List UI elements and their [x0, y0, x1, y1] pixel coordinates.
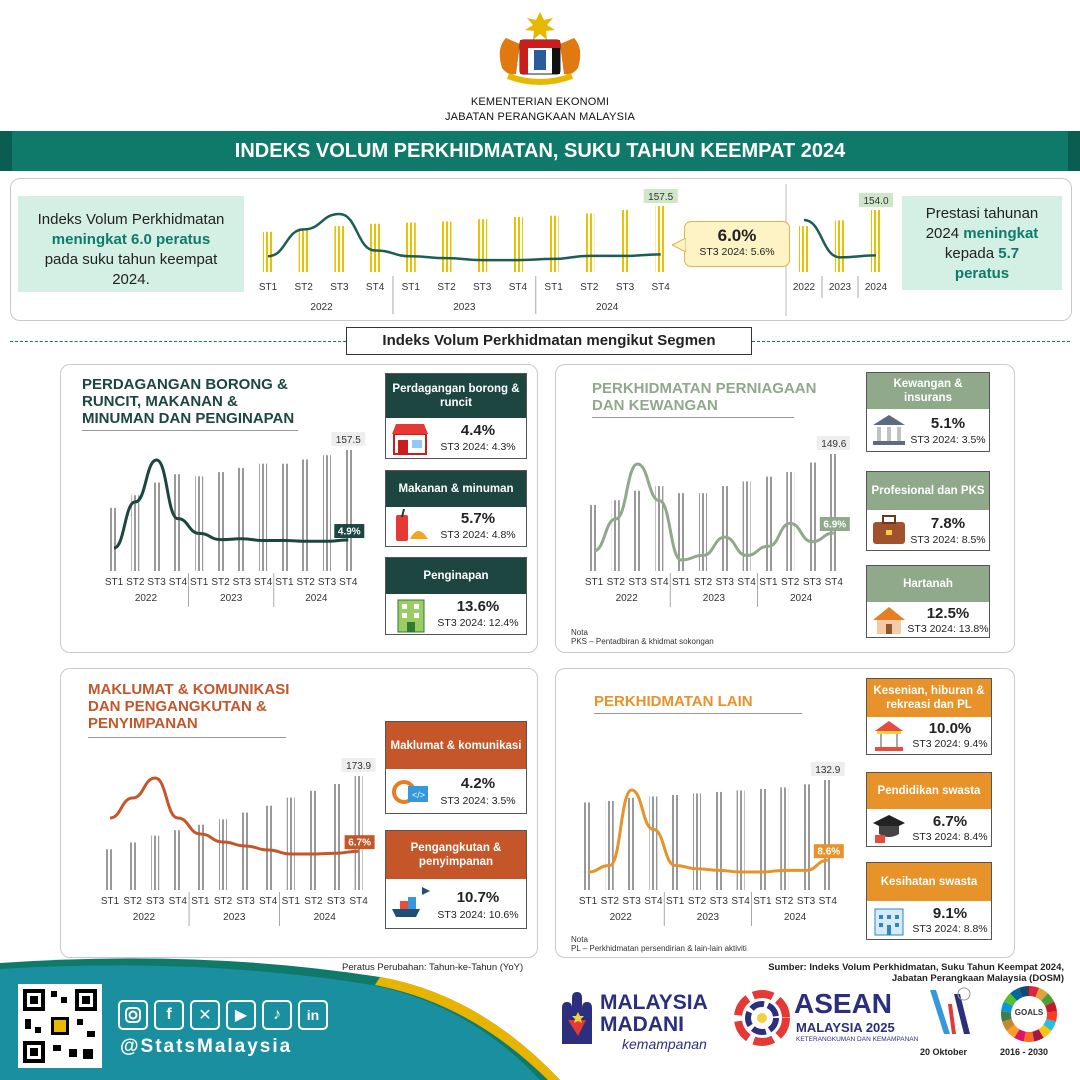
section-title-line: MAKLUMAT & KOMUNIKASI [88, 681, 290, 698]
indicator-prev: ST3 2024: 8.4% [912, 831, 988, 843]
section-title-underline [594, 713, 802, 714]
indicator-name: Perdagangan borong & runcit [386, 374, 526, 418]
indicator-name: Kesihatan swasta [867, 863, 991, 901]
quarter-tick-label: ST4 [737, 577, 756, 588]
instagram-icon[interactable] [118, 1000, 148, 1030]
social-icons [118, 1000, 328, 1030]
summary-right-line1: Prestasi tahunan [925, 205, 1039, 222]
qr-code-icon[interactable] [18, 984, 102, 1068]
year-tick-label: 2024 [305, 593, 328, 604]
index-bar [656, 206, 666, 272]
madani-tagline: kemampanan [622, 1036, 707, 1052]
index-bar [549, 216, 559, 272]
quarter-tick-label: ST1 [544, 282, 563, 293]
annual-year-label: 2023 [828, 282, 852, 293]
quarter-tick-label: ST2 [687, 896, 707, 907]
index-bar [699, 493, 707, 571]
section-title-business [592, 380, 816, 414]
section-title-line: PENYIMPANAN [88, 715, 198, 732]
index-bar [758, 789, 766, 890]
index-bar [323, 455, 331, 571]
quarter-tick-label: ST3 [615, 282, 635, 293]
indicator-food-beverage [385, 470, 527, 547]
indicator-info-communication [385, 721, 527, 814]
year-tick-label: 2024 [783, 912, 807, 923]
indicator-prev: ST3 2024: 13.8% [907, 623, 989, 635]
indicator-real-estate [866, 565, 990, 638]
index-bar [693, 793, 701, 890]
growth-label: 8.6% [817, 846, 841, 858]
quarter-tick-label: ST2 [781, 577, 800, 588]
year-tick-label: 2023 [696, 912, 720, 923]
section-title-info [88, 681, 289, 732]
quarter-tick-label: ST4 [818, 896, 837, 907]
asean-title: ASEAN [794, 988, 893, 1019]
indicator-professional [866, 471, 990, 551]
quarter-tick-label: ST3 [232, 577, 251, 588]
divider-right [752, 341, 1070, 342]
last-value-label: 157.5 [335, 435, 361, 446]
section-title-line: MINUMAN DAN PENGINAPAN [82, 410, 295, 427]
growth-label: 4.9% [337, 526, 361, 538]
indicator-value: 4.2% [460, 775, 496, 792]
section-title-underline [88, 737, 286, 738]
quarter-tick-label: ST2 [211, 577, 230, 588]
source-note [740, 962, 1064, 984]
index-bar [332, 784, 340, 890]
index-bar [106, 849, 114, 890]
index-bar [786, 472, 794, 571]
quarter-tick-label: ST4 [349, 896, 368, 907]
quarter-tick-label: ST1 [258, 282, 278, 293]
yoy-note: Peratus Perubahan: Tahun-ke-Tahun (YoY) [342, 962, 524, 973]
ship-truck-icon [390, 883, 434, 923]
quarter-tick-label: ST4 [339, 577, 358, 588]
summary-right-year: 2024 [925, 225, 964, 242]
index-bar [302, 459, 310, 571]
divider-left [10, 341, 346, 342]
quarter-tick-label: ST3 [709, 896, 728, 907]
indicator-accommodation [385, 557, 527, 635]
trade-chart [98, 428, 370, 614]
section-title-line: DAN KEWANGAN [592, 397, 718, 414]
index-bar [370, 224, 380, 272]
madani-text-2: MADANI [600, 1013, 684, 1036]
quarter-tick-label: ST4 [365, 282, 385, 293]
quarter-tick-label: ST2 [126, 577, 145, 588]
svg-text:</>: </> [412, 790, 426, 800]
main-growth-value: 6.0% [717, 226, 757, 245]
index-bar [129, 842, 137, 890]
index-bar [824, 780, 832, 890]
indicator-name: Hartanah [867, 566, 989, 602]
index-bar [606, 801, 614, 890]
index-bar [671, 795, 679, 890]
hospital-icon [871, 903, 907, 937]
shop-icon [390, 420, 430, 456]
quarter-tick-label: ST2 [304, 896, 323, 907]
index-bar [477, 219, 487, 272]
quarter-tick-label: ST1 [281, 896, 300, 907]
indicator-value: 12.5% [926, 605, 970, 622]
quarter-tick-label: ST2 [693, 577, 713, 588]
indicator-name: Pengangkutan & penyimpanan [386, 831, 526, 879]
indicator-value: 6.7% [932, 813, 968, 830]
section-title-underline [592, 417, 794, 418]
summary-left-line2: pada suku tahun keempat [44, 251, 218, 268]
business-chart [578, 432, 850, 618]
index-bar [153, 483, 161, 571]
quarter-tick-label: ST1 [753, 896, 772, 907]
index-bar [151, 836, 159, 890]
callout-pointer-icon [672, 238, 686, 252]
indicator-arts-recreation [866, 678, 992, 755]
house-icon [871, 604, 907, 636]
indicator-name: Kewangan & insurans [867, 373, 989, 409]
main-index-chart [250, 180, 900, 320]
index-bar [808, 462, 816, 571]
index-bar [217, 472, 225, 571]
year-tick-label: 2024 [313, 912, 336, 923]
quarter-tick-label: ST3 [317, 577, 337, 588]
quarter-tick-label: ST4 [651, 282, 670, 293]
annual-year-label: 2022 [792, 282, 816, 293]
note-text: PL – Perkhidmatan persendirian & lain-lain aktiviti [571, 944, 747, 953]
last-value-label: 157.5 [648, 192, 674, 203]
quarter-tick-label: ST2 [123, 896, 142, 907]
source-line2: Jabatan Perangkaan Malaysia (DOSM) [891, 973, 1064, 984]
indicator-prev: ST3 2024: 3.5% [910, 434, 986, 446]
quarter-tick-label: ST4 [168, 577, 188, 588]
indicator-value: 10.7% [456, 889, 500, 906]
index-bar [131, 495, 139, 571]
quarter-tick-label: ST1 [401, 282, 420, 293]
indicator-name: Pendidikan swasta [867, 773, 991, 809]
summary-right-peratus: peratus [954, 265, 1010, 282]
food-drink-icon [390, 509, 430, 545]
quarter-tick-label: ST4 [253, 577, 273, 588]
growth-line [588, 790, 828, 872]
summary-right-value: 5.7 [998, 245, 1020, 262]
indicator-trade-retail [385, 373, 527, 459]
section-title-line: PERDAGANGAN BORONG & [82, 376, 288, 393]
indicator-name: Penginapan [386, 558, 526, 594]
source-line1: Sumber: Indeks Volum Perkhidmatan, Suku Tahun Keempat 2024, [768, 962, 1064, 973]
quarter-tick-label: ST2 [580, 282, 599, 293]
indicator-value: 10.0% [928, 720, 972, 737]
summary-left-line3: 2024. [112, 271, 150, 288]
quarter-tick-label: ST4 [824, 577, 843, 588]
index-bar [406, 223, 416, 272]
quarter-tick-label: ST1 [190, 577, 209, 588]
index-bar [743, 481, 751, 571]
quarter-tick-label: ST2 [294, 282, 313, 293]
year-tick-label: 2022 [134, 593, 158, 604]
quarter-tick-label: ST3 [802, 577, 822, 588]
section-title-line: RUNCIT, MAKANAN & [82, 393, 238, 410]
quarter-tick-label: ST3 [473, 282, 492, 293]
carousel-icon [871, 719, 907, 753]
indicator-prev: ST3 2024: 10.6% [437, 909, 519, 921]
indicator-value: 7.8% [930, 515, 966, 532]
year-tick-label: 2023 [702, 593, 726, 604]
quarter-tick-label: ST2 [213, 896, 233, 907]
indicator-private-education [866, 772, 992, 847]
index-bar [612, 500, 620, 571]
social-handle[interactable]: @StatsMalaysia [120, 1036, 293, 1057]
last-value-label: 149.6 [821, 439, 847, 450]
quarter-tick-label: ST2 [437, 282, 456, 293]
indicator-prev: ST3 2024: 12.4% [437, 617, 519, 629]
asean-emblem-icon [732, 990, 792, 1046]
asean-tagline: KETERANGKUMAN DAN KEMAMPANAN [796, 1036, 919, 1043]
quarter-tick-label: ST1 [191, 896, 210, 907]
indicator-prev: ST3 2024: 3.5% [440, 795, 516, 807]
quarter-tick-label: ST3 [147, 577, 166, 588]
indicator-value: 13.6% [456, 598, 500, 615]
index-bar [628, 798, 636, 890]
quarter-tick-label: ST4 [731, 896, 750, 907]
last-value-label: 173.9 [346, 761, 372, 772]
index-bar [174, 830, 182, 890]
growth-line [114, 460, 348, 548]
growth-line [268, 214, 661, 260]
growth-label: 6.9% [823, 519, 847, 531]
section-title-other [594, 693, 753, 710]
year-tick-label: 2022 [609, 912, 632, 923]
growth-line [110, 778, 359, 854]
index-bar [299, 228, 309, 272]
quarter-tick-label: ST2 [775, 896, 794, 907]
quarter-tick-label: ST2 [600, 896, 619, 907]
madani-logo [600, 992, 708, 1036]
quarter-tick-label: ST1 [578, 896, 598, 907]
asean-subtitle: MALAYSIA 2025 [796, 1020, 895, 1035]
index-bar [802, 784, 810, 890]
index-bar [620, 210, 630, 272]
index-bar [287, 798, 295, 890]
index-bar [590, 505, 598, 571]
statistics-day-date: 20 Oktober [920, 1047, 968, 1057]
quarter-tick-label: ST1 [666, 896, 685, 907]
malaysia-coat-of-arms-icon [486, 8, 594, 90]
indicator-value: 5.7% [460, 510, 496, 527]
quarter-tick-label: ST4 [259, 896, 278, 907]
last-value-label: 132.9 [815, 765, 841, 776]
note-label: Nota [571, 628, 588, 637]
quarter-tick-label: ST1 [100, 896, 120, 907]
indicator-prev: ST3 2024: 8.5% [910, 534, 986, 546]
page-title: INDEKS VOLUM PERKHIDMATAN, SUKU TAHUN KEEMPAT 2024 [234, 140, 846, 162]
index-bar [195, 476, 203, 571]
year-tick-label: 2024 [596, 302, 619, 313]
annual-index-bar [799, 226, 809, 272]
index-bar [737, 790, 745, 890]
madani-text-1: MALAYSIA [600, 991, 708, 1014]
sdg-label: GOALS [1014, 1008, 1044, 1017]
index-bar [110, 508, 118, 571]
communication-icon [390, 772, 430, 810]
summary-right-note [902, 196, 1062, 290]
info-chart [98, 752, 376, 938]
index-bar [442, 221, 452, 272]
index-bar [219, 819, 227, 890]
bank-icon [871, 413, 907, 447]
quarter-tick-label: ST1 [104, 577, 124, 588]
summary-right-kepada: kepada [944, 245, 999, 262]
annual-index-bar [835, 220, 845, 272]
index-bar [238, 468, 246, 571]
indicator-prev: ST3 2024: 4.3% [440, 441, 516, 453]
section-title-trade [82, 376, 294, 427]
other-note [571, 935, 747, 953]
quarter-tick-label: ST1 [275, 577, 294, 588]
year-tick-label: 2023 [453, 302, 476, 313]
quarter-tick-label: ST3 [330, 282, 349, 293]
linkedin-icon[interactable]: in [298, 1000, 328, 1030]
quarter-tick-label: ST4 [508, 282, 528, 293]
growth-label: 6.7% [348, 837, 371, 849]
department-name: JABATAN PERANGKAAN MALAYSIA [444, 111, 635, 123]
quarter-tick-label: ST1 [584, 577, 604, 588]
quarter-tick-label: ST3 [622, 896, 641, 907]
index-bar [584, 802, 592, 890]
index-bar [780, 787, 788, 890]
indicator-name: Profesional dan PKS [867, 472, 989, 510]
quarter-tick-label: ST4 [168, 896, 187, 907]
indicator-private-health [866, 862, 992, 940]
indicator-name: Maklumat & komunikasi [386, 722, 526, 769]
annual-last-label: 154.0 [863, 196, 889, 208]
indicator-transport-storage [385, 830, 527, 929]
tiktok-icon[interactable]: ♪ [262, 1000, 292, 1030]
index-bar [344, 450, 352, 571]
year-tick-label: 2023 [223, 912, 246, 923]
year-tick-label: 2024 [789, 593, 813, 604]
note-text: PKS – Pentadbiran & khidmat sokongan [571, 637, 714, 646]
title-bar [0, 131, 1080, 171]
quarter-tick-label: ST3 [628, 577, 647, 588]
year-tick-label: 2023 [220, 593, 243, 604]
x-twitter-icon[interactable]: ✕ [190, 1000, 220, 1030]
briefcase-icon [871, 514, 907, 546]
index-bar [584, 213, 594, 272]
index-bar [355, 776, 363, 890]
indicator-prev: ST3 2024: 9.4% [912, 738, 988, 750]
annual-index-bar [871, 210, 881, 272]
quarter-tick-label: ST3 [326, 896, 346, 907]
quarter-tick-label: ST1 [759, 577, 778, 588]
indicator-name: Kesenian, hiburan & rekreasi dan PL [867, 679, 991, 717]
quarter-tick-label: ST3 [715, 577, 734, 588]
indicator-value: 9.1% [932, 905, 968, 922]
statistics-day-icon [924, 984, 976, 1044]
section-title-line: PERKHIDMATAN PERNIAGAAN [592, 380, 817, 397]
ministry-name: KEMENTERIAN EKONOMI [470, 96, 610, 108]
year-tick-label: 2022 [132, 912, 156, 923]
section-title-line: PERKHIDMATAN LAIN [594, 693, 753, 710]
indicator-finance-insurance [866, 372, 990, 452]
index-bar [715, 792, 723, 890]
summary-right-highlight: meningkat [963, 225, 1039, 242]
madani-hand-icon [556, 990, 598, 1046]
index-bar [263, 232, 273, 272]
quarter-tick-label: ST2 [296, 577, 315, 588]
graduation-cap-icon [871, 811, 907, 845]
quarter-tick-label: ST2 [606, 577, 625, 588]
quarter-tick-label: ST3 [236, 896, 255, 907]
sdg-years: 2016 - 2030 [1000, 1047, 1049, 1057]
annual-year-label: 2024 [864, 282, 888, 293]
index-bar [830, 454, 838, 571]
other-chart [576, 752, 848, 938]
section-title-line: DAN PENGANGKUTAN & [88, 698, 267, 715]
index-bar [264, 806, 272, 890]
index-bar [721, 486, 729, 571]
summary-left-note [18, 196, 244, 292]
index-bar [764, 477, 772, 571]
quarter-tick-label: ST1 [672, 577, 691, 588]
main-growth-callout [684, 221, 790, 267]
quarter-tick-label: ST4 [644, 896, 663, 907]
index-bar [334, 226, 344, 272]
facebook-icon[interactable]: f [154, 1000, 184, 1030]
quarter-tick-label: ST3 [146, 896, 165, 907]
indicator-value: 4.4% [460, 422, 496, 439]
segment-title: Indeks Volum Perkhidmatan mengikut Segmen [346, 327, 752, 355]
growth-line [594, 464, 834, 560]
year-tick-label: 2022 [615, 593, 638, 604]
index-bar [174, 474, 182, 571]
main-growth-prev: ST3 2024: 5.6% [699, 246, 775, 258]
index-bar [280, 464, 288, 571]
index-bar [242, 813, 250, 890]
quarter-tick-label: ST3 [796, 896, 816, 907]
note-label: Nota [571, 935, 588, 944]
indicator-value: 5.1% [930, 415, 966, 432]
summary-left-line1: Indeks Volum Perkhidmatan [37, 211, 225, 228]
summary-left-highlight: meningkat 6.0 peratus [51, 231, 211, 248]
youtube-icon[interactable]: ▶ [226, 1000, 256, 1030]
hotel-icon [390, 596, 430, 634]
index-bar [259, 464, 267, 571]
index-bar [649, 796, 657, 890]
index-bar [513, 217, 523, 272]
indicator-prev: ST3 2024: 8.8% [912, 923, 988, 935]
year-tick-label: 2022 [310, 302, 333, 313]
indicator-name: Makanan & minuman [386, 471, 526, 507]
index-bar [309, 791, 317, 890]
business-note [571, 628, 714, 646]
quarter-tick-label: ST4 [650, 577, 669, 588]
indicator-prev: ST3 2024: 4.8% [440, 529, 516, 541]
index-bar [634, 491, 642, 571]
